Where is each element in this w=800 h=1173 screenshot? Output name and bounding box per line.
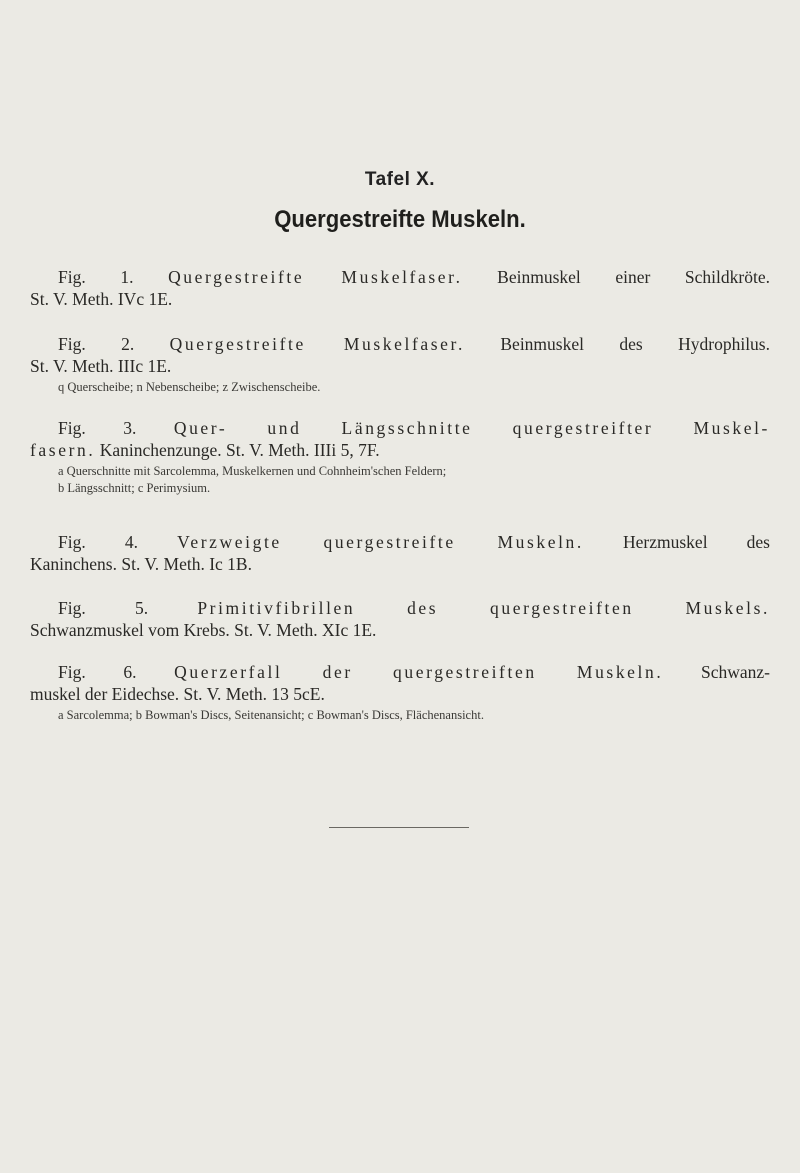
figure-name: Querzerfall der quergestreiften Muskeln. bbox=[174, 662, 664, 682]
figure-description: Beinmuskel einer Schildkröte. bbox=[497, 267, 770, 287]
figure-entry-1 bbox=[30, 266, 770, 310]
figure-number: Fig. 6. bbox=[58, 662, 137, 682]
figure-caption-line bbox=[30, 266, 770, 288]
figure-name: Quer- und Längsschnitte quergestreifter Muskel- bbox=[173, 418, 770, 438]
figure-name-continued: fasern. bbox=[30, 440, 96, 460]
figure-legend: q Querscheibe; n Nebenscheibe; z Zwischenscheibe. bbox=[58, 380, 321, 394]
figure-caption-line bbox=[30, 417, 770, 439]
figure-method-line: muskel der Eidechse. St. V. Meth. 13 5cE. bbox=[30, 684, 325, 704]
figure-method-line: Kaninchens. St. V. Meth. Ic 1B. bbox=[30, 554, 252, 574]
figure-entry-2 bbox=[30, 333, 770, 396]
figure-entry-3 bbox=[30, 417, 770, 497]
figure-entry-5 bbox=[30, 597, 770, 641]
figure-number: Fig. 2. bbox=[58, 334, 135, 354]
figure-number: Fig. 1. bbox=[58, 267, 134, 287]
figure-legend: b Längsschnitt; c Perimysium. bbox=[58, 481, 211, 495]
figure-legend: a Querschnitte mit Sarcolemma, Muskelkernen und Cohnheim'schen Feldern; bbox=[58, 464, 447, 478]
figure-caption-line bbox=[30, 597, 770, 619]
figure-method: Kaninchenzunge. St. V. Meth. IIIi 5, 7F. bbox=[99, 440, 380, 460]
figure-caption-line bbox=[30, 333, 770, 355]
figure-name: Primitivfibrillen des quergestreiften Muskels. bbox=[197, 598, 770, 618]
figure-description: Schwanz- bbox=[700, 662, 770, 682]
figure-number: Fig. 3. bbox=[58, 418, 137, 438]
figure-method-line: St. V. Meth. IVc 1E. bbox=[30, 289, 173, 309]
figure-caption-line bbox=[30, 531, 770, 553]
figure-legend: a Sarcolemma; b Bowman's Discs, Seitenansicht; c Bowman's Discs, Flächenansicht. bbox=[58, 708, 484, 722]
plate-label: Tafel X. bbox=[364, 169, 436, 190]
figure-description: Herzmuskel des bbox=[623, 532, 770, 552]
closing-rule bbox=[329, 827, 469, 828]
figure-name: Quergestreifte Muskelfaser. bbox=[169, 334, 465, 354]
figure-name: Quergestreifte Muskelfaser. bbox=[168, 267, 463, 287]
figure-entry-4 bbox=[30, 531, 770, 575]
figure-number: Fig. 5. bbox=[58, 598, 149, 618]
figure-entry-6 bbox=[30, 661, 770, 724]
figure-method-line bbox=[30, 439, 770, 461]
page-title: Quergestreifte Muskeln. bbox=[274, 206, 526, 233]
figure-name: Verzweigte quergestreifte Muskeln. bbox=[177, 532, 584, 552]
figure-description: Beinmuskel des Hydrophilus. bbox=[500, 334, 770, 354]
figure-method-line: Schwanzmuskel vom Krebs. St. V. Meth. XIc 1E. bbox=[30, 620, 377, 640]
figure-number: Fig. 4. bbox=[58, 532, 138, 552]
figure-caption-line bbox=[30, 661, 770, 683]
figure-method-line: St. V. Meth. IIIc 1E. bbox=[30, 356, 172, 376]
